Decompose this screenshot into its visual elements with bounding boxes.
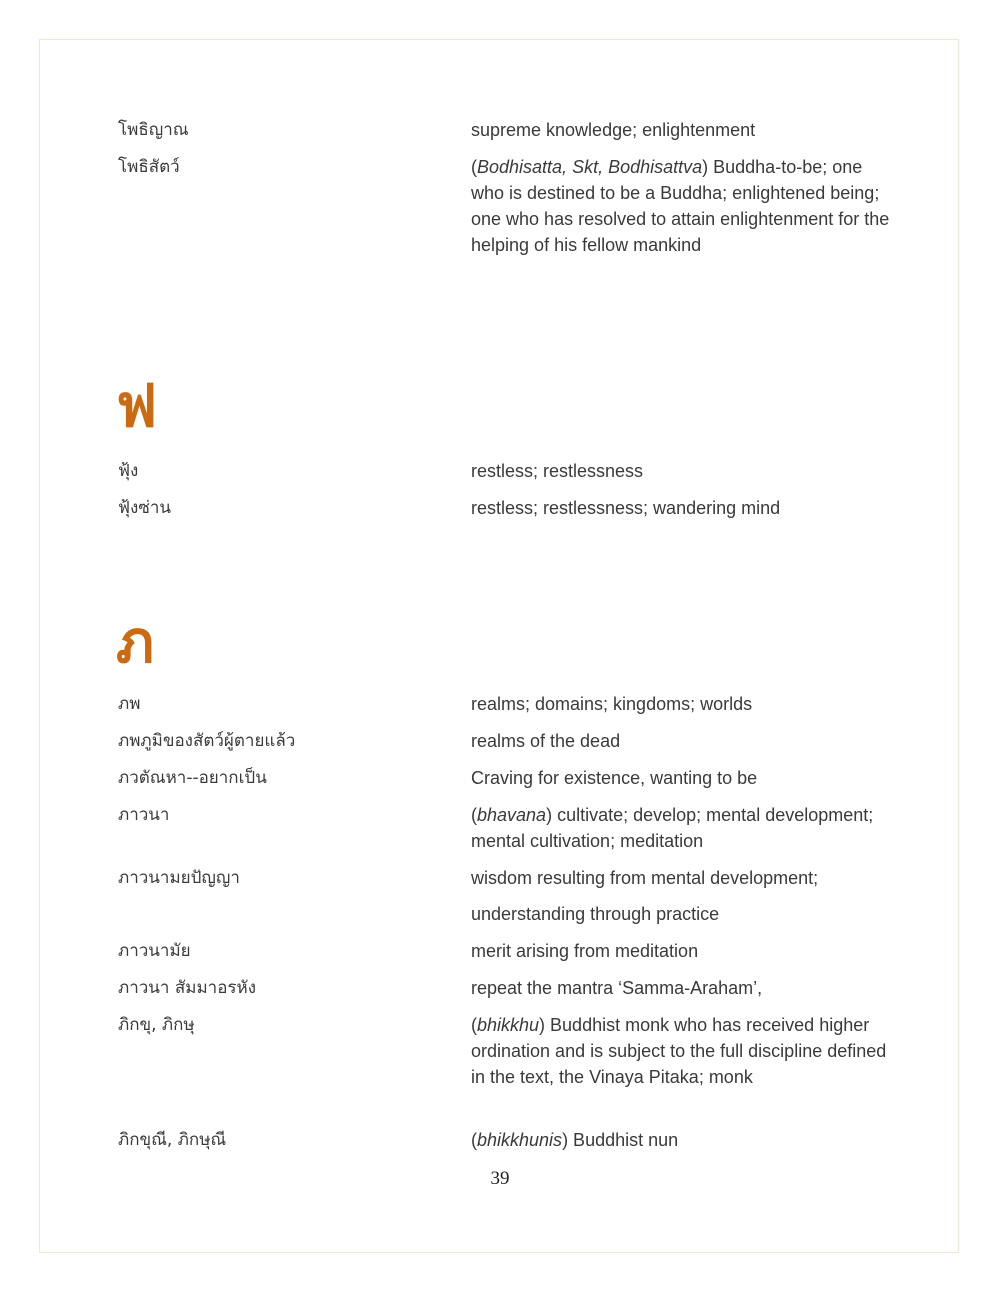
entry-term: ภิกขุ, ภิกษุ	[118, 1015, 195, 1035]
entry-definition: supreme knowledge; enlightenment	[471, 120, 756, 140]
entry-term: โพธิญาณ	[118, 120, 189, 140]
entry-term: ภิกขุณี, ภิกษุณี	[118, 1130, 227, 1150]
entry-definition: Craving for existence, wanting to be	[471, 768, 758, 788]
entry-term: ภาวนามยปัญญา	[118, 868, 240, 888]
page-number: 39	[490, 1168, 510, 1189]
entry-definition: realms of the dead	[471, 731, 621, 751]
section-letter-heading: ฟ	[116, 372, 158, 440]
entry-term: โพธิสัตว์	[118, 157, 180, 177]
entry-term: ภพ	[118, 694, 141, 714]
entry-definition: (bhikkhu) Buddhist monk who has received higher ordination and is subject to the full discipline defined in the text, the Vinaya Pitaka; monk	[471, 1015, 887, 1087]
entry-definition: (Bodhisatta, Skt, Bodhisattva) Buddha-to-be; one who is destined to be a Buddha; enlightened being; one who has resolved to attain enlightenment for the helping of his fellow mankind	[471, 157, 890, 255]
entry-term: ภาวนา สัมมาอรหัง	[118, 978, 257, 998]
entry-term: ฟุ้ง	[118, 461, 139, 481]
entry-definition: merit arising from meditation	[471, 941, 699, 961]
entry-definition: repeat the mantra ‘Samma-Araham’,	[471, 978, 763, 998]
entry-definition: realms; domains; kingdoms; worlds	[471, 694, 753, 714]
entry-definition: understanding through practice	[471, 904, 720, 924]
section-letter-heading: ภ	[116, 608, 155, 676]
entry-term: ภาวนามัย	[118, 941, 191, 961]
entry-term: ฟุ้งซ่าน	[118, 498, 172, 518]
entry-definition: (bhikkhunis) Buddhist nun	[471, 1130, 679, 1150]
entry-term: ภวตัณหา--อยากเป็น	[118, 768, 267, 788]
entry-definition: (bhavana) cultivate; develop; mental development; mental cultivation; meditation	[471, 805, 874, 851]
entry-term: ภพภูมิของสัตว์ผู้ตายแล้ว	[118, 731, 296, 751]
entry-term: ภาวนา	[118, 805, 170, 825]
entry-definition: wisdom resulting from mental development;	[471, 868, 819, 888]
entry-definition: restless; restlessness; wandering mind	[471, 498, 781, 518]
entry-definition: restless; restlessness	[471, 461, 644, 481]
